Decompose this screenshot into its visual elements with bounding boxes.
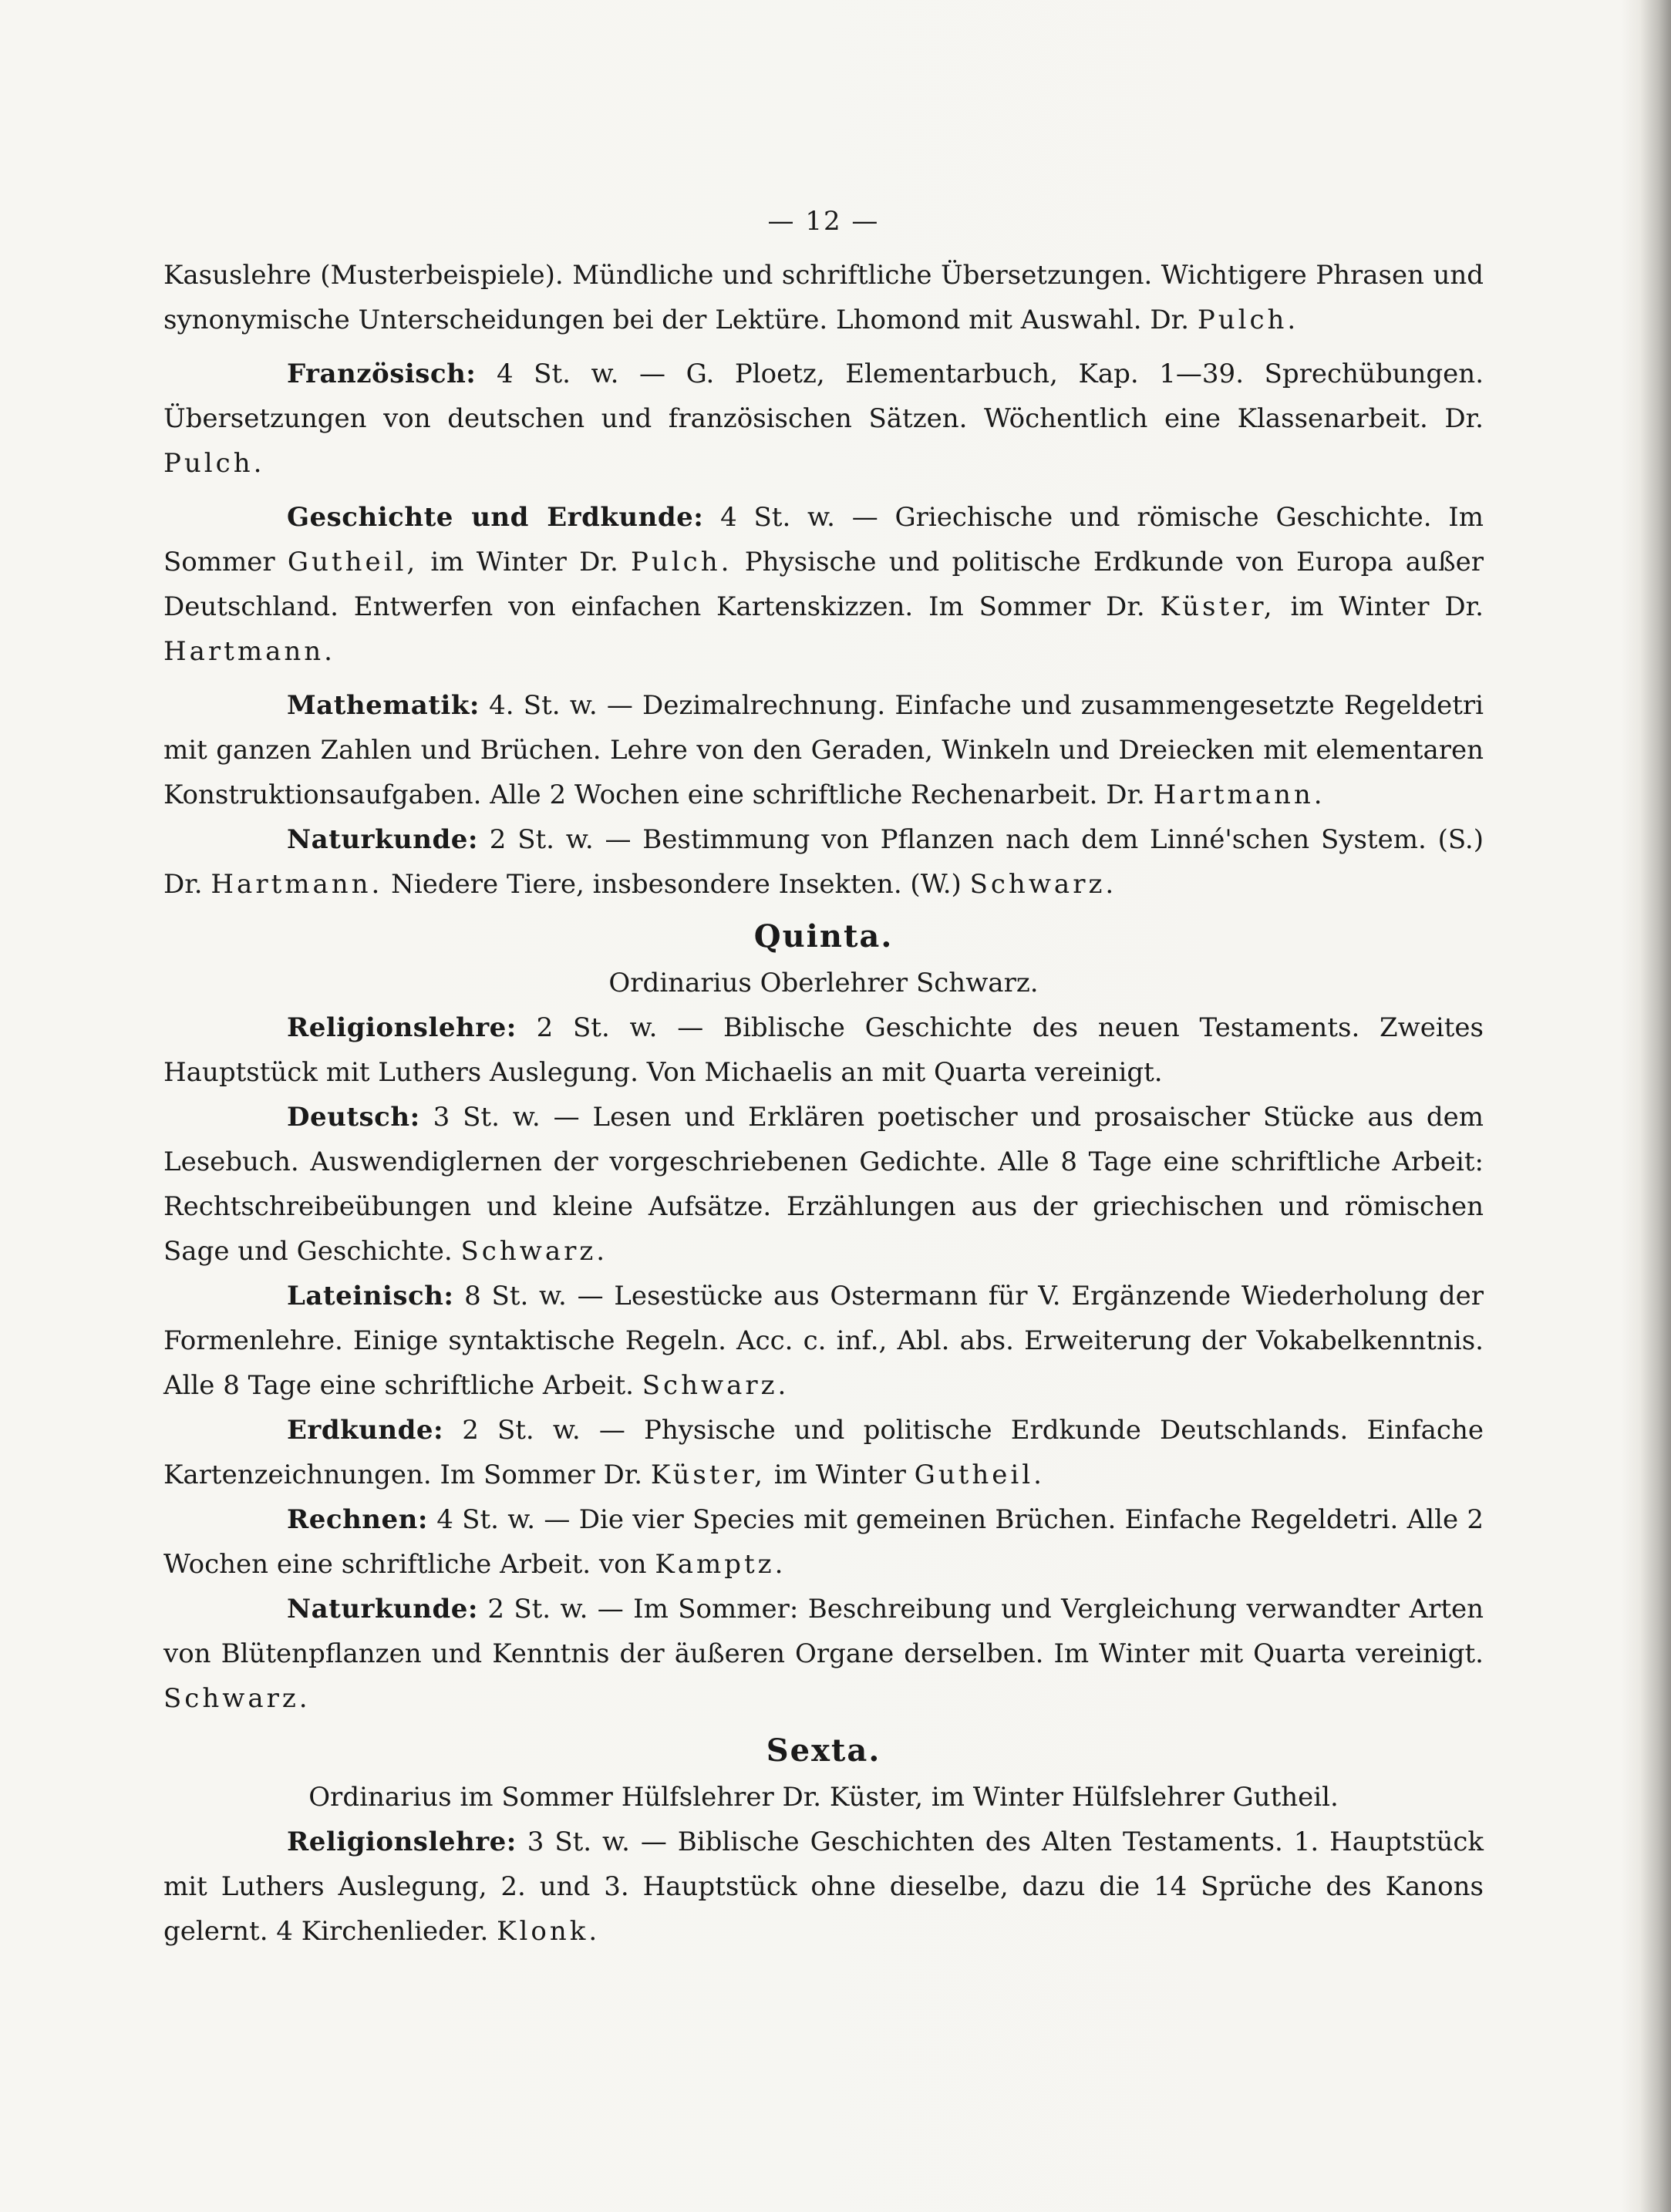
paragraph-religion-sexta	[163, 1820, 1484, 1954]
paragraph-text: Kasuslehre (Musterbeispiele). Mündliche und schriftliche Übersetzungen. Wichtigere Phrasen und synonymische Unterscheidungen bei der Lektüre. Lhomond mit Auswahl. Dr.	[163, 260, 1484, 335]
paragraph-intro	[163, 253, 1484, 342]
paragraph-latein-quinta	[163, 1274, 1484, 1408]
paragraph-text: 8 St. w. — Lesestücke aus Ostermann für V. Ergänzende Wiederholung der Formenlehre. Einige syntaktische Regeln. Acc. c. inf., Abl. abs. Erweiterung der Vokabelkenntnis. Alle 8 Tage eine schriftliche Arbeit.	[163, 1281, 1484, 1401]
teacher-name: Kamptz.	[655, 1549, 787, 1580]
paragraph-rechnen-quinta	[163, 1497, 1484, 1587]
teacher-name: Schwarz.	[163, 1683, 311, 1714]
paragraph-geschichte	[163, 495, 1484, 674]
paragraph-naturkunde-quinta	[163, 1587, 1484, 1721]
paragraph-text: 3 St. w. — Lesen und Erklären poetischer und prosaischer Stücke aus dem Lesebuch. Auswendiglernen der vorgeschriebenen Gedichte. Alle 8 Tage eine schriftliche Arbeit: Rechtschreibeübungen und kleine Aufsätze. Erzählungen aus der griechischen und römischen Sage und Geschichte.	[163, 1102, 1484, 1267]
paragraph-text: 2 St. w. — Physische und politische Erdkunde Deutschlands. Einfache Kartenzeichnungen. Im Sommer Dr.	[163, 1415, 1484, 1490]
paragraph-text: im Winter Dr.	[1290, 591, 1484, 622]
paragraph-text: 4 St. w. — Die vier Species mit gemeinen Brüchen. Einfache Regeldetri. Alle 2 Wochen eine schriftliche Arbeit. von	[163, 1504, 1484, 1580]
subject-heading: Erdkunde:	[287, 1415, 444, 1446]
subject-heading: Rechnen:	[287, 1504, 428, 1535]
subject-heading: Deutsch:	[287, 1102, 420, 1133]
teacher-name: Schwarz.	[460, 1236, 608, 1267]
subject-heading: Mathematik:	[287, 690, 480, 721]
teacher-name: Gutheil.	[914, 1460, 1045, 1490]
teacher-name: Küster,	[1160, 591, 1275, 622]
teacher-name: Pulch.	[163, 448, 265, 479]
teacher-name: Hartmann.	[163, 636, 335, 667]
section-heading-quinta: Quinta.	[753, 918, 894, 954]
subject-heading: Religionslehre:	[287, 1012, 517, 1043]
document-body	[163, 199, 1484, 1954]
teacher-name: Schwarz.	[969, 869, 1117, 900]
subject-heading: Naturkunde:	[287, 1594, 478, 1624]
subject-heading: Geschichte und Erdkunde:	[287, 502, 704, 533]
paragraph-text: im Winter Dr.	[430, 547, 618, 577]
paragraph-text: 4. St. w. — Dezimalrechnung. Einfache und zusammengesetzte Regeldetri mit ganzen Zahlen und Brüchen. Lehre von den Geraden, Winkeln und Dreiecken mit elementaren Konstruktionsaufgaben. Alle 2 Wochen eine schriftliche Rechenarbeit. Dr.	[163, 690, 1484, 810]
subject-heading: Französisch:	[287, 359, 477, 389]
teacher-name: Küster,	[650, 1460, 766, 1490]
teacher-name: Klonk.	[497, 1916, 601, 1947]
teacher-name: Hartmann.	[1153, 779, 1326, 810]
paragraph-mathematik	[163, 683, 1484, 817]
paragraph-text: 4 St. w. — G. Ploetz, Elementarbuch, Kap. 1—39. Sprechübungen. Übersetzungen von deutschen und französischen Sätzen. Wöchentlich eine Klassenarbeit. Dr.	[163, 359, 1484, 434]
paragraph-deutsch-quinta	[163, 1095, 1484, 1274]
paragraph-text: 2 St. w. — Im Sommer: Beschreibung und Vergleichung verwandter Arten von Blütenpflanzen und Kenntnis der äußeren Organe derselben. Im Winter mit Quarta vereinigt.	[163, 1594, 1484, 1669]
page-edge-shadow	[1640, 0, 1671, 2212]
paragraph-text: 3 St. w. — Biblische Geschichten des Alten Testaments. 1. Hauptstück mit Luthers Auslegung, 2. und 3. Hauptstück ohne dieselbe, dazu die 14 Sprüche des Kanons gelernt. 4 Kirchenlieder.	[163, 1826, 1484, 1947]
paragraph-erdkunde-quinta	[163, 1408, 1484, 1497]
teacher-name: Pulch.	[631, 547, 733, 577]
ordinarius-sexta: Ordinarius im Sommer Hülfslehrer Dr. Küster, im Winter Hülfslehrer Gutheil.	[308, 1782, 1339, 1813]
teacher-name: Hartmann.	[211, 869, 383, 900]
paragraph-text: Niedere Tiere, insbesondere Insekten. (W.)	[391, 869, 962, 900]
paragraph-text: Physische und politische Erdkunde von Europa außer Deutschland. Entwerfen von einfachen Kartenskizzen. Im Sommer Dr.	[163, 547, 1484, 622]
paragraph-naturkunde-quarta	[163, 817, 1484, 907]
page-number: — 12 —	[767, 206, 880, 237]
paragraph-text: 4 St. w. — Griechische und römische Geschichte. Im Sommer	[163, 502, 1484, 577]
section-heading-sexta: Sexta.	[766, 1732, 881, 1769]
paragraph-franzoesisch	[163, 352, 1484, 486]
paragraph-text: im Winter	[773, 1460, 906, 1490]
ordinarius-quinta: Ordinarius Oberlehrer Schwarz.	[608, 968, 1039, 998]
subject-heading: Religionslehre:	[287, 1826, 517, 1857]
paragraph-text: 2 St. w. — Biblische Geschichte des neuen Testaments. Zweites Hauptstück mit Luthers Auslegung. Von Michaelis an mit Quarta vereinigt.	[163, 1012, 1484, 1088]
paragraph-text: 2 St. w. — Bestimmung von Pflanzen nach dem Linné'schen System. (S.) Dr.	[163, 824, 1484, 900]
paragraph-religion-quinta	[163, 1005, 1484, 1095]
subject-heading: Naturkunde:	[287, 824, 478, 855]
subject-heading: Lateinisch:	[287, 1281, 454, 1311]
teacher-name: Schwarz.	[642, 1370, 790, 1401]
teacher-name: Gutheil,	[287, 547, 419, 577]
teacher-name: Pulch.	[1197, 305, 1299, 335]
